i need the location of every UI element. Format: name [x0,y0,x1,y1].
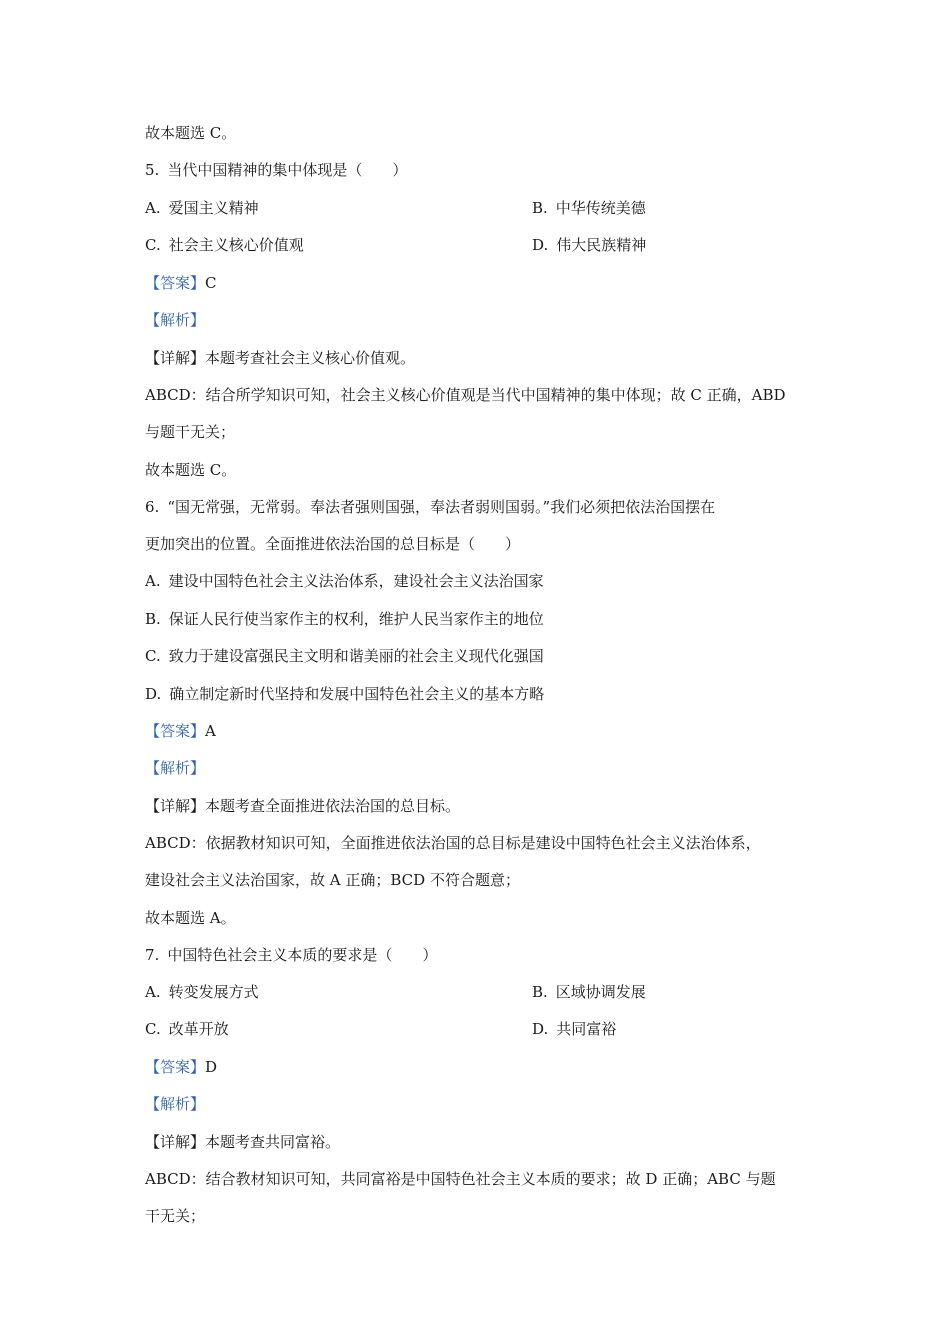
detail-tag: 【详解】 [145,349,206,367]
answer-tag: 【答案】 [145,722,206,740]
q7-option-a: A. 转变发展方式 [145,983,259,1001]
q7-option-d: D. 共同富裕 [532,1020,617,1038]
q7-stem-text: 中国特色社会主义本质的要求是（ ） [167,946,438,964]
q6-option-c: C. 致力于建设富强民主文明和谐美丽的社会主义现代化强国 [145,647,544,665]
q5-option-b: B. 中华传统美德 [532,199,646,217]
q6-conclusion: 故本题选 A。 [145,909,236,927]
answer-value: D [205,1058,218,1076]
q5-option-c: C. 社会主义核心价值观 [145,236,304,254]
q4-conclusion: 故本题选 C。 [145,124,237,142]
q5-number: 5. [145,161,160,179]
q5-stem-text: 当代中国精神的集中体现是（ ） [167,161,408,179]
q7-analysis-tag: 【解析】 [145,1095,206,1113]
q6-detail: 【详解】本题考查全面推进依法治国的总目标。 [145,797,461,815]
q5-answer [145,273,217,293]
q6-analysis-tag: 【解析】 [145,759,206,777]
q6-explanation-line2: 建设社会主义法治国家，故 A 正确；BCD 不符合题意； [145,871,520,889]
q6-stem-line1: 6. “国无常强，无常弱。奉法者强则国强，奉法者弱则国弱。”我们必须把依法治国摆在 [145,498,716,516]
q6-option-d: D. 确立制定新时代坚持和发展中国特色社会主义的基本方略 [145,685,545,703]
q5-detail: 【详解】本题考查社会主义核心价值观。 [145,349,416,367]
q7-option-c: C. 改革开放 [145,1020,229,1038]
q7-option-b: B. 区域协调发展 [532,983,646,1001]
detail-tag: 【详解】 [145,1133,206,1151]
q6-explanation-line1: ABCD：依据教材知识可知，全面推进依法治国的总目标是建设中国特色社会主义法治体系， [145,834,761,852]
q7-number: 7. [145,946,160,964]
q5-explanation-line2: 与题干无关； [145,423,236,441]
q6-option-a: A. 建设中国特色社会主义法治体系，建设社会主义法治国家 [145,572,544,590]
q7-explanation-line2: 干无关； [145,1207,206,1225]
q5-stem [145,160,407,180]
answer-value: A [205,722,216,740]
q6-number: 6. [145,498,160,516]
q5-explanation-line1: ABCD：结合所学知识可知，社会主义核心价值观是当代中国精神的集中体现；故 C 正确，ABD [145,386,786,404]
q7-explanation-line1: ABCD：结合教材知识可知，共同富裕是中国特色社会主义本质的要求；故 D 正确；ABC 与题 [145,1170,776,1188]
answer-tag: 【答案】 [145,274,206,292]
q7-answer [145,1057,217,1077]
q5-conclusion: 故本题选 C。 [145,461,237,479]
q6-stem-line2: 更加突出的位置。全面推进依法治国的总目标是（ ） [145,535,521,553]
q7-stem [145,945,437,965]
detail-tag: 【详解】 [145,797,206,815]
answer-value: C [205,274,217,292]
q6-answer [145,721,216,741]
q6-option-b: B. 保证人民行使当家作主的权利，维护人民当家作主的地位 [145,610,544,628]
q7-detail: 【详解】本题考查共同富裕。 [145,1133,341,1151]
q5-option-a: A. 爱国主义精神 [145,199,259,217]
q5-analysis-tag: 【解析】 [145,311,206,329]
q5-option-d: D. 伟大民族精神 [532,236,647,254]
answer-tag: 【答案】 [145,1058,206,1076]
